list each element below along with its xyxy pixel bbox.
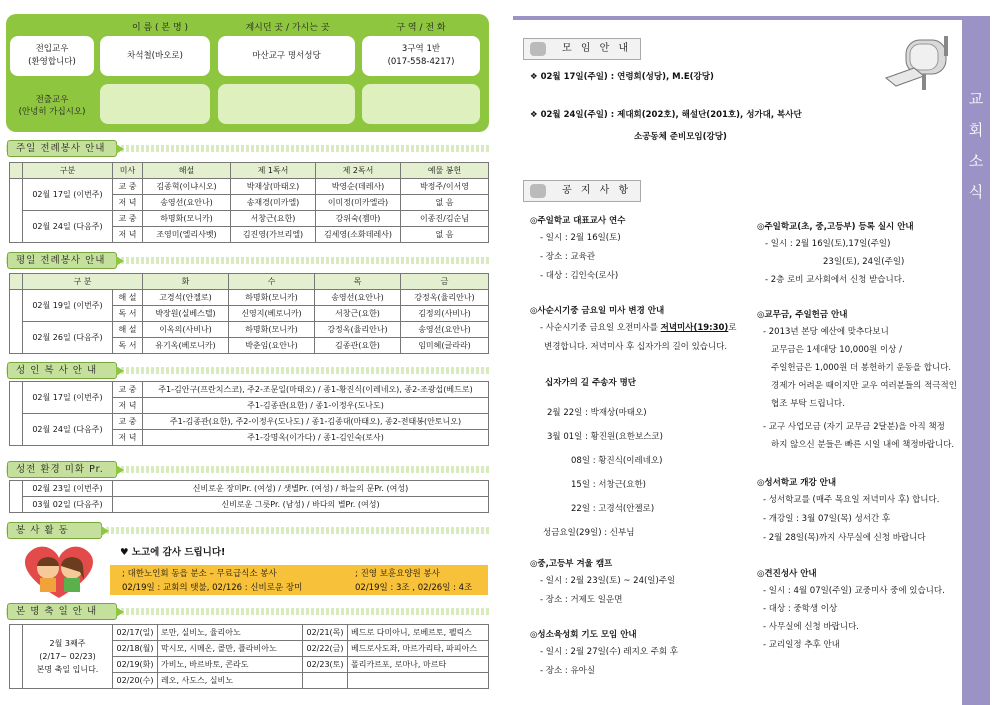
speaker-icon [530, 42, 546, 56]
notice-text: - 개강일 : 3월 07일(목) 성서간 후 [763, 514, 891, 524]
table-cell: 구 분 [23, 274, 143, 290]
notice-mass-change [530, 304, 737, 357]
table-cell [10, 274, 23, 290]
table-cell: 금 [401, 274, 489, 290]
mailbox-icon [884, 30, 954, 92]
couple-illustration-icon [14, 540, 104, 600]
table-cell [348, 673, 489, 689]
table-cell: 김정의(사비나) [401, 306, 489, 322]
notice-dues [757, 308, 957, 454]
speaker-icon [530, 184, 546, 198]
col-header: 제 2독서 [316, 163, 401, 179]
table-row [10, 322, 489, 338]
notice-text: - 교리일정 추후 안내 [763, 640, 840, 650]
table-cell: 하명화(모니카) [229, 290, 315, 306]
cleaning-title: 성전 환경 미화 Pr. [7, 461, 117, 478]
service-thanks: ♥ 노고에 감사 드립니다! [120, 547, 226, 558]
table-cell: 송재경(미카엘) [231, 195, 316, 211]
table-cell [10, 290, 23, 354]
table-cell: 서창근(요한) [315, 306, 401, 322]
table-cell: 02월 23일 (이번주) [23, 481, 113, 497]
table-cell: 없 음 [401, 195, 489, 211]
service-right-title: ; 진영 보훈요양원 봉사 [355, 569, 440, 579]
notice-text: ◎사순시기중 금요일 미사 변경 안내 [530, 306, 665, 316]
table-cell: 폴리카르포, 로마나, 마르타 [348, 657, 489, 673]
table-cell: 신비로운 그릇Pr. (남성) / 바다의 별Pr. (여성) [113, 497, 489, 513]
notice-text: - 대상 : 중학생 이상 [763, 604, 838, 614]
notice-text: 하지 않으신 분들은 빠른 시일 내에 책정바랍니다. [771, 440, 955, 450]
table-cell: 김종혁(이냐시오) [143, 179, 231, 195]
table-cell [10, 163, 23, 179]
notice-text: ◎견진성사 안내 [757, 569, 817, 579]
meetings-title [523, 38, 641, 60]
table-cell: 박재상(마태오) [231, 179, 316, 195]
notice-text: - 2월 28일(목)까지 사무실에 신청 바랍니다 [763, 533, 926, 543]
weekday-liturgy-table [9, 273, 489, 354]
table-cell: 02/20(수) [113, 673, 158, 689]
weekday-liturgy-title: 평일 전례봉사 안내 [7, 252, 117, 269]
service-right-detail: 02/19일 : 3조 , 02/26일 : 4조 [355, 583, 473, 593]
header-contact: 구 역 / 전 화 [396, 23, 446, 33]
transfer-in-place: 마산교구 명서성당 [218, 36, 355, 76]
table-row [10, 179, 489, 195]
transfer-in-contact: 3구역 1반 (017-558-4217) [362, 36, 480, 76]
table-cell: 주1-강명옥(이가다) / 종1-김인숙(로사) [143, 430, 489, 446]
table-cell: 수 [229, 274, 315, 290]
notices-title-text: 공 지 사 항 [562, 185, 632, 196]
header-name: 이 름 ( 본 명 ) [131, 23, 189, 33]
service-title: 봉 사 활 동 [7, 522, 102, 539]
table-cell: 서창근(요한) [231, 211, 316, 227]
sunday-liturgy-table [9, 162, 489, 243]
notice-text: - 장소 : 유아실 [540, 666, 596, 676]
meeting-line: 소공동체 준비모임(강당) [634, 132, 727, 142]
service-left-title: ; 대한노인회 동읍 분소 – 무료급식소 봉사 [122, 569, 277, 579]
table-cell: 02월 26일 (다음주) [23, 322, 113, 354]
notice-registration [757, 220, 914, 289]
table-row [10, 497, 489, 513]
transfer-in-name: 차석철(바오로) [100, 36, 210, 76]
table-cell: 독 서 [113, 338, 143, 354]
meeting-line: ❖ 02월 24일(주일) : 제대회(202호), 해설단(201호), 성가대, 복사단 [530, 110, 802, 120]
table-cell: 하명화(모니카) [229, 322, 315, 338]
side-title-char: 교 [968, 90, 984, 108]
table-cell: 박정주/이서영 [401, 179, 489, 195]
notice-confirmation [757, 567, 945, 654]
top-rule [513, 16, 983, 20]
notice-text: 08일 : 황진식(이레네오) [571, 456, 663, 466]
table-cell: 고경석(안젤로) [143, 290, 229, 306]
notice-text: - 일시 : 4월 07일(주일) 교중미사 중에 있습니다. [763, 586, 945, 596]
table-cell: 02월 17일 (이번주) [23, 382, 113, 414]
table-cell: 박영순(데레사) [316, 179, 401, 195]
service-left-detail: 02/19일 : 교회의 탯불, 02/126 : 신비로운 장미 [122, 583, 303, 593]
table-cell: 임미혜(글라라) [401, 338, 489, 354]
altar-servers-table [9, 381, 489, 446]
table-cell: 가비노, 바르바토, 콘라도 [158, 657, 303, 673]
table-cell: 막시모, 시메온, 콜만, 플라비아노 [158, 641, 303, 657]
notice-text: 경제가 어려운 때이지만 교우 여러분들의 적극적인 [771, 381, 957, 391]
table-cell: 신비로운 장미Pr. (여성) / 샛별Pr. (여성) / 하늘의 문Pr. (여성) [113, 481, 489, 497]
notice-text: 2월 22일 : 박재상(마태오) [547, 408, 647, 418]
notice-text: ◎중,고등부 겨울 캠프 [530, 559, 613, 569]
table-cell: 교 중 [113, 179, 143, 195]
table-cell: 송영선(요안나) [401, 322, 489, 338]
notice-text: - 교구 사업모금 (자기 교무금 2달분)을 아직 책정 [763, 422, 945, 432]
side-strip [962, 16, 990, 705]
table-cell: 송영선(요안나) [315, 290, 401, 306]
date-cell: 02월 24일 (다음주) [23, 211, 113, 243]
notice-text: 주일헌금은 1,000원 더 봉헌하기 운동을 합니다. [771, 363, 952, 373]
table-cell [303, 673, 348, 689]
table-cell: 주1-김종관(요한), 주2-이정우(도나도) / 종1-김종대(마태오), 종2-전태봉(안토니오) [143, 414, 489, 430]
notice-text: - 장소 : 교육관 [540, 252, 596, 262]
notice-text: - 일시 : 2월 23일(토) ~ 24(일)주일 [540, 576, 676, 586]
table-cell: 베드로 다미아니, 로베르토, 펠릭스 [348, 625, 489, 641]
table-cell: 02/21(목) [303, 625, 348, 641]
date-cell: 02월 17일 (이번주) [23, 179, 113, 211]
table-cell: 저 녁 [113, 195, 143, 211]
notice-text: - 일시 : 2월 16일(토),17일(주일) [765, 239, 891, 249]
table-cell: 02월 24일 (다음주) [23, 414, 113, 446]
table-cell: 목 [315, 274, 401, 290]
table-cell: 2월 3째주 (2/17~ 02/23) 본명 축일 입니다. [23, 625, 113, 689]
table-cell: 해 설 [113, 322, 143, 338]
col-header: 구분 [23, 163, 113, 179]
table-cell: 교 중 [113, 414, 143, 430]
table-cell: 없 음 [401, 227, 489, 243]
table-cell: 02/19(화) [113, 657, 158, 673]
table-cell: 조영미(엘리사벳) [143, 227, 231, 243]
notice-text: ◎성소육성회 기도 모임 안내 [530, 630, 637, 640]
table-cell: 이종진/김순님 [401, 211, 489, 227]
transfer-out-contact [362, 84, 480, 124]
table-cell: 해 설 [113, 290, 143, 306]
side-title-char: 식 [968, 183, 984, 201]
transfer-out-label: 전출교우 (안녕히 가십시오) [18, 95, 86, 117]
table-cell: 저 녁 [113, 398, 143, 414]
table-cell: 강정옥(율리안나) [315, 322, 401, 338]
meeting-line: ❖ 02월 17일(주일) : 연령회(성당), M.E(강당) [530, 72, 714, 82]
notice-text: ◎성서학교 개강 안내 [757, 478, 837, 488]
notice-text: - 2013년 본당 예산에 맞추다보니 [763, 327, 889, 337]
table-cell: 박장원(실베스텔) [143, 306, 229, 322]
table-cell: 로만, 실비노, 율리아노 [158, 625, 303, 641]
side-title-char: 회 [968, 121, 984, 139]
saints-title: 본 명 축 일 안 내 [7, 603, 117, 620]
notice-text: 22일 : 고경석(안젤로) [571, 504, 655, 514]
table-cell: 주1-김안구(프란치스코), 주2-조문일(마태오) / 종1-황진식(이레네오), 종2-조광섭(베드로) [143, 382, 489, 398]
table-cell: 김종관(요한) [315, 338, 401, 354]
col-header: 제 1독서 [231, 163, 316, 179]
header-place: 계시던 곳 / 가시는 곳 [245, 23, 330, 33]
table-cell [10, 625, 23, 689]
notice-text: - 사무실에 신청 바랍니다. [763, 622, 859, 632]
table-cell: 김진영(가브리엘) [231, 227, 316, 243]
table-row [10, 414, 489, 430]
table-cell: 레오, 사도스, 실비노 [158, 673, 303, 689]
notice-text: ◎주일학교(초, 중,고등부) 등록 실시 안내 [757, 222, 914, 232]
table-cell: 신영지(베로니카) [229, 306, 315, 322]
table-cell: 유기옥(베로니카) [143, 338, 229, 354]
altar-servers-title: 성 인 복 사 안 내 [7, 362, 117, 379]
table-row [10, 211, 489, 227]
side-title-char: 소 [968, 152, 984, 170]
notice-prayer [530, 628, 678, 681]
notice-stations [545, 376, 663, 545]
cleaning-table [9, 480, 489, 513]
notice-text: - 사순시기중 금요일 오전미사를 저녁미사(19:30)로 [540, 323, 737, 333]
col-header: 해설 [143, 163, 231, 179]
table-row [10, 290, 489, 306]
notice-text: - 장소 : 거제도 일운면 [540, 595, 623, 605]
table-cell: 이옥의(사비나) [143, 322, 229, 338]
table-cell [10, 382, 23, 446]
table-cell: 주1-김종관(요한) / 종1-이정우(도나도) [143, 398, 489, 414]
transfer-in-label: 전입교우 (환영합니다) [10, 36, 94, 76]
table-row [10, 625, 489, 641]
notices-title [523, 180, 641, 202]
table-cell: 베드로사도좌, 마르가리타, 파피아스 [348, 641, 489, 657]
notice-text: - 대상 : 김인숙(로사) [540, 271, 619, 281]
notice-text: - 성서학교를 (매주 목요일 저녁미사 후) 합니다. [763, 495, 940, 505]
table-cell: 02월 19일 (이번주) [23, 290, 113, 322]
sunday-liturgy-title: 주일 전례봉사 안내 [7, 140, 117, 157]
transfer-out-name [100, 84, 210, 124]
col-header: 미사 [113, 163, 143, 179]
table-cell: 02/18(월) [113, 641, 158, 657]
notice-text: 15일 : 서창근(요한) [571, 480, 646, 490]
table-cell: 저 녁 [113, 227, 143, 243]
notice-text: 협조 부탁 드립니다. [771, 399, 845, 409]
table-cell: 저 녁 [113, 430, 143, 446]
table-cell: 02/17(일) [113, 625, 158, 641]
notice-bible [757, 476, 939, 548]
notice-text: ◎주일학교 대표교사 연수 [530, 216, 626, 226]
table-cell: 강정옥(율리안나) [401, 290, 489, 306]
table-cell: 김세영(소화데레사) [316, 227, 401, 243]
table-cell: 교 중 [113, 211, 143, 227]
saints-table [9, 624, 489, 689]
table-row [10, 481, 489, 497]
col-header: 예물 봉헌 [401, 163, 489, 179]
notice-text: 성금요일(29일) : 신부님 [543, 528, 635, 538]
notice-camp [530, 557, 675, 610]
table-cell: 송영선(요안나) [143, 195, 231, 211]
notice-text: 교무금은 1세대당 10,000원 이상 / [771, 345, 902, 355]
table-cell: 이미정(미카엘라) [316, 195, 401, 211]
table-cell: 02/22(금) [303, 641, 348, 657]
notice-text: 23일(토), 24일(주일) [823, 257, 905, 267]
table-cell: 교 중 [113, 382, 143, 398]
notice-text: 변경합니다. 저녁미사 후 십자가의 길이 있습니다. [544, 342, 728, 352]
table-cell: 박춘임(요안나) [229, 338, 315, 354]
table-cell: 하명화(모니카) [143, 211, 231, 227]
table-cell [10, 179, 23, 243]
table-cell: 강위숙(젬마) [316, 211, 401, 227]
notice-text: - 일시 : 2월 16일(토) [540, 233, 621, 243]
table-cell: 02/23(토) [303, 657, 348, 673]
table-cell [10, 481, 23, 513]
notice-text: 3월 01일 : 황진원(요한보스코) [547, 432, 663, 442]
notice-text: - 일시 : 2월 27일(수) 레지오 주회 후 [540, 647, 679, 657]
table-cell: 화 [143, 274, 229, 290]
notice-text: - 2층 로비 교사회에서 신청 받습니다. [765, 275, 905, 285]
meetings-title-text: 모 임 안 내 [562, 43, 632, 54]
transfer-out-place [218, 84, 355, 124]
notice-text: 십자가의 길 주송자 명단 [545, 378, 636, 388]
table-row [10, 382, 489, 398]
notice-sunday-school [530, 214, 625, 286]
table-cell: 독 서 [113, 306, 143, 322]
notice-text: ◎교무금, 주일헌금 안내 [757, 310, 848, 320]
table-cell: 03월 02일 (다음주) [23, 497, 113, 513]
